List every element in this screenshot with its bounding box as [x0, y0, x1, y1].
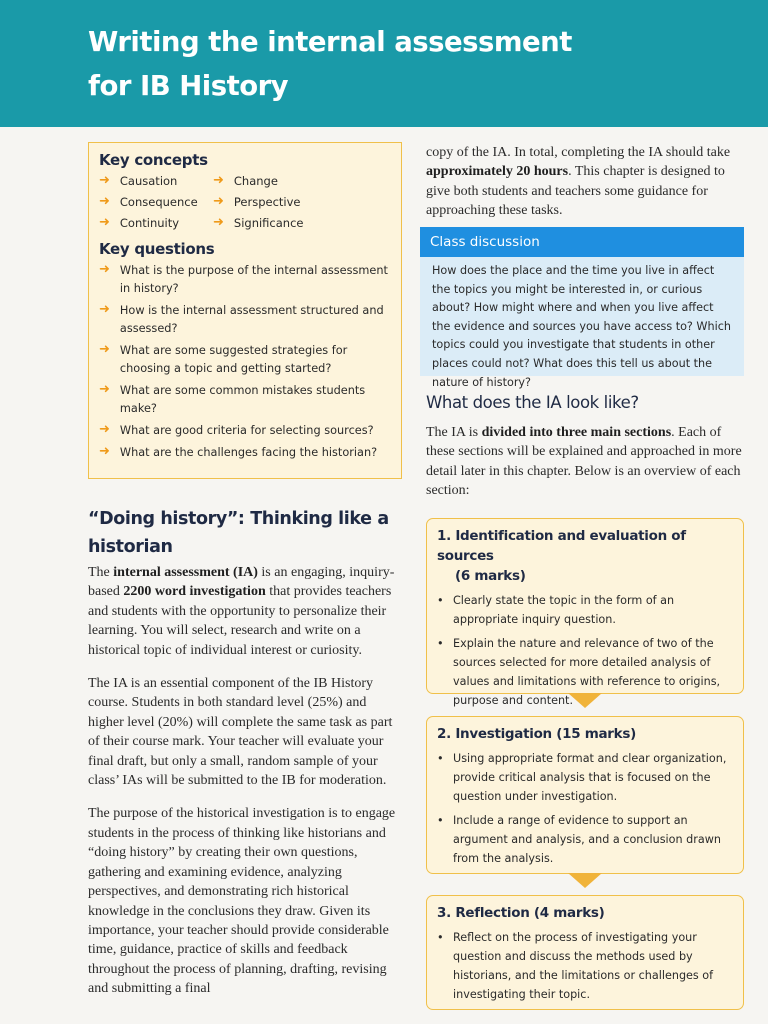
question-item: ➜ What is the purpose of the internal assessment in history? — [99, 262, 391, 298]
arrow-icon: ➜ — [99, 302, 110, 317]
ia-section-box — [426, 895, 744, 1010]
arrow-icon: ➜ — [213, 194, 224, 209]
arrow-icon: ➜ — [99, 422, 110, 437]
arrow-icon: ➜ — [99, 382, 110, 397]
concept-item: ➜ Change — [213, 173, 278, 188]
arrow-icon: ➜ — [213, 173, 224, 188]
question-item: ➜ How is the internal assessment structured and assessed? — [99, 302, 391, 338]
bullet-item: • Explain the nature and relevance of two of the sources selected for more detailed analysis of values and limitations with reference to origins, purpose and content. — [437, 634, 733, 710]
paragraph: The purpose of the historical investigation is to engage students in the process of thinking like historians and “doing history” by creating their own questions, gathering and examining evidence, analyzing perspectives, and demonstrating rich historical knowledge in the conclusions they draw. Given its importance, your teacher should provide considerable time, guidance, practice of skills and feedback throughout the process of planning, drafting, revising and submitting a final — [88, 806, 396, 997]
arrow-icon: ➜ — [99, 262, 110, 277]
concept-item: ➜ Causation — [99, 173, 178, 188]
paragraph: copy of the IA. In total, completing the IA should take approximately 20 hours. This chapter is designed to give both students and teachers some guidance for approaching these tasks. — [426, 145, 731, 219]
ia-section-box — [426, 716, 744, 874]
key-questions-heading: Key questions — [99, 240, 215, 258]
question-item: ➜ What are some common mistakes students make? — [99, 382, 391, 418]
key-questions-list — [99, 262, 391, 462]
key-concepts-heading: Key concepts — [99, 151, 208, 169]
down-arrow-icon — [568, 873, 602, 888]
arrow-icon: ➜ — [99, 173, 110, 188]
bullet-icon: • — [437, 814, 444, 827]
class-discussion-text: How does the place and the time you live in affect the topics you might be interested in, or curious about? How might where and when you live affect the evidence and sources you have access to? Which topics could you investigate that students in other places could not? What does this tell us about the nature of history? — [432, 264, 731, 389]
concept-item: ➜ Consequence — [99, 194, 198, 209]
arrow-icon: ➜ — [99, 342, 110, 357]
concept-item: ➜ Perspective — [213, 194, 301, 209]
ia-section-title: 2. Investigation (15 marks) — [437, 726, 636, 742]
section-heading-doing-history: “Doing history”: Thinking like a historian — [88, 509, 389, 557]
ia-section-bullets — [437, 928, 733, 1004]
arrow-icon: ➜ — [213, 215, 224, 230]
arrow-icon: ➜ — [99, 194, 110, 209]
ia-intro-text — [426, 423, 744, 515]
key-concepts-list — [99, 173, 391, 230]
ia-section-title: 1. Identification and evaluation of sources (6 marks) — [437, 528, 686, 584]
bullet-item: • Reflect on the process of investigating your question and discuss the methods used by historians, and the limitations or challenges of investigating their topic. — [437, 928, 733, 1004]
bullet-item: • Clearly state the topic in the form of an appropriate inquiry question. — [437, 591, 733, 629]
paragraph: The internal assessment (IA) is an engaging, inquiry-based 2200 word investigation that provides teachers and students with the opportunity to personalize their learning. You will select, research and write on a historical topic of individual interest or curiosity. — [88, 565, 395, 658]
question-item: ➜ What are good criteria for selecting sources? — [99, 422, 391, 440]
concept-item: ➜ Continuity — [99, 215, 180, 230]
chapter-header — [0, 0, 768, 127]
concept-item: ➜ Significance — [213, 215, 304, 230]
arrow-icon: ➜ — [99, 215, 110, 230]
paragraph: The IA is an essential component of the IB History course. Students in both standard level (25%) and higher level (20%) will complete the same task as part of their course mark. Your teacher will evaluate your final draft, but only a small, random sample of your class’ IAs will be submitted to the IB for moderation. — [88, 676, 393, 789]
class-discussion-heading: Class discussion — [420, 227, 744, 257]
ia-section-box — [426, 518, 744, 707]
section-heading-ia-look: What does the IA look like? — [426, 393, 639, 412]
class-discussion-box — [420, 227, 744, 389]
question-item: ➜ What are the challenges facing the historian? — [99, 444, 391, 462]
bullet-icon: • — [437, 931, 444, 944]
left-body-text — [88, 563, 400, 1013]
question-item: ➜ What are some suggested strategies for choosing a topic and getting started? — [99, 342, 391, 378]
chapter-title: Writing the internal assessment for IB History — [88, 26, 572, 102]
key-concepts-box — [88, 142, 402, 479]
right-intro-text — [426, 143, 744, 235]
bullet-icon: • — [437, 594, 444, 607]
down-arrow-icon — [568, 693, 602, 708]
bullet-icon: • — [437, 637, 444, 650]
ia-section-bullets — [437, 749, 733, 868]
bullet-item: • Using appropriate format and clear organization, provide critical analysis that is focused on the question under investigation. — [437, 749, 733, 806]
arrow-icon: ➜ — [99, 444, 110, 459]
paragraph: The IA is divided into three main sections. Each of these sections will be explained and approached in more detail later in this chapter. Below is an overview of each section: — [426, 425, 742, 499]
bullet-icon: • — [437, 752, 444, 765]
ia-section-title: 3. Reflection (4 marks) — [437, 905, 605, 921]
bullet-item: • Include a range of evidence to support an argument and analysis, and a conclusion drawn from the analysis. — [437, 811, 733, 868]
